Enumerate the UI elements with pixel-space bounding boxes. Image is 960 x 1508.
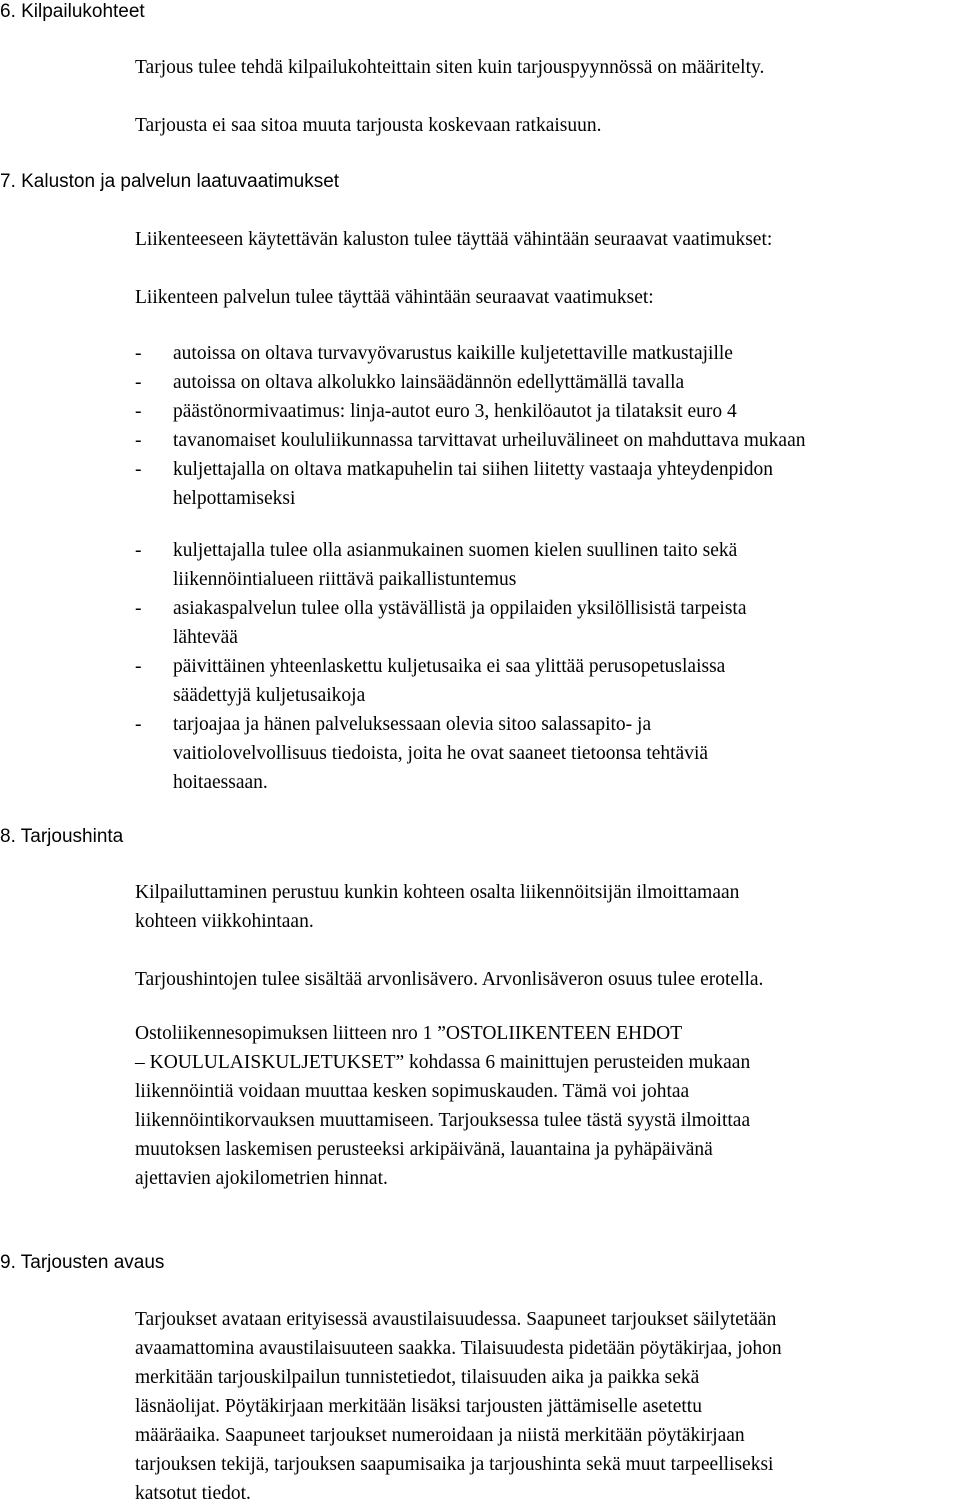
- list-item-line: autoissa on oltava alkolukko lainsäädännön edellyttämällä tavalla: [173, 372, 685, 393]
- list-item-line: kuljettajalla tulee olla asianmukainen suomen kielen suullinen taito sekä: [173, 540, 738, 561]
- list-item-line: päästönormivaatimus: linja-autot euro 3, henkilöautot ja tilataksit euro 4: [173, 401, 737, 422]
- section-8-paragraph-2: [135, 965, 763, 994]
- section-heading-9: 9. Tarjousten avaus: [0, 1252, 165, 1273]
- paragraph-line: tarjouksen tekijä, tarjouksen saapumisaika ja tarjoushinta sekä muut tarpeelliseksi: [135, 1454, 774, 1475]
- list-item-line: tavanomaiset koululiikunnassa tarvittavat urheiluvälineet on mahduttava mukaan: [173, 430, 806, 451]
- bullet-dash: -: [135, 343, 142, 364]
- bullet-dash: -: [135, 540, 142, 561]
- paragraph-line: Kilpailuttaminen perustuu kunkin kohteen osalta liikennöitsijän ilmoittamaan: [135, 882, 740, 903]
- bullet-dash: -: [135, 598, 142, 619]
- section-7-kalusto-intro: Liikenteeseen käytettävän kaluston tulee täyttää vähintään seuraavat vaatimukset:: [135, 229, 773, 250]
- section-6-paragraph-1: Tarjous tulee tehdä kilpailukohteittain siten kuin tarjouspyynnössä on määritelty.: [135, 57, 765, 78]
- palvelu-requirement-item: [135, 652, 805, 710]
- paragraph-line: Ostoliikennesopimuksen liitteen nro 1 ”OSTOLIIKENTEEN EHDOT: [135, 1023, 683, 1044]
- paragraph-line: liikennöintikorvauksen muuttamiseen. Tarjouksessa tulee tästä syystä ilmoittaa: [135, 1110, 751, 1131]
- list-item-line: hoitaessaan.: [173, 772, 268, 793]
- section-heading-6: 6. Kilpailukohteet: [0, 1, 145, 22]
- bullet-dash: -: [135, 372, 142, 393]
- list-item-line: lähtevää: [173, 627, 238, 648]
- palvelu-requirement-item: [135, 536, 805, 594]
- kalusto-requirement-item: [135, 426, 805, 455]
- section-9-paragraph-1: [135, 1305, 782, 1508]
- paragraph-line: avaamattomina avaustilaisuuteen saakka. Tilaisuudesta pidetään pöytäkirjaa, johon: [135, 1338, 782, 1359]
- list-item-line: kuljettajalla on oltava matkapuhelin tai siihen liitetty vastaaja yhteydenpidon: [173, 459, 773, 480]
- paragraph-line: läsnäolijat. Pöytäkirjaan merkitään lisäksi tarjousten jättämiselle asetettu: [135, 1396, 702, 1417]
- list-item-line: päivittäinen yhteenlaskettu kuljetusaika ei saa ylittää perusopetuslaissa: [173, 656, 726, 677]
- bullet-dash: -: [135, 459, 142, 480]
- list-item-line: autoissa on oltava turvavyövarustus kaikille kuljetettaville matkustajille: [173, 343, 733, 364]
- paragraph-line: liikennöintiä voidaan muuttaa kesken sopimuskauden. Tämä voi johtaa: [135, 1081, 690, 1102]
- section-heading-7: 7. Kaluston ja palvelun laatuvaatimukset: [0, 171, 340, 192]
- list-item-line: asiakaspalvelun tulee olla ystävällistä ja oppilaiden yksilöllisistä tarpeista: [173, 598, 747, 619]
- section-heading-8: 8. Tarjoushinta: [0, 826, 124, 847]
- list-item-line: liikennöintialueen riittävä paikallistuntemus: [173, 569, 517, 590]
- paragraph-line: katsotut tiedot.: [135, 1483, 251, 1504]
- section-7-palvelu-intro: Liikenteen palvelun tulee täyttää vähintään seuraavat vaatimukset:: [135, 287, 654, 308]
- list-item-line: tarjoajaa ja hänen palveluksessaan olevia sitoo salassapito- ja: [173, 714, 652, 735]
- kalusto-requirement-item: [135, 339, 805, 368]
- list-item-line: helpottamiseksi: [173, 488, 296, 509]
- paragraph-line: – KOULULAISKULJETUKSET” kohdassa 6 mainittujen perusteiden mukaan: [135, 1052, 751, 1073]
- kalusto-requirements-list: [135, 339, 805, 797]
- list-item-line: säädettyjä kuljetusaikoja: [173, 685, 366, 706]
- palvelu-requirement-item: [135, 594, 805, 652]
- palvelu-requirement-item: [135, 710, 805, 797]
- list-item-line: vaitiolovelvollisuus tiedoista, joita he ovat saaneet tietoonsa tehtäviä: [173, 743, 709, 764]
- paragraph-line: kohteen viikkohintaan.: [135, 911, 314, 932]
- paragraph-line: Tarjoushintojen tulee sisältää arvonlisävero. Arvonlisäveron osuus tulee erotella.: [135, 969, 764, 990]
- paragraph-line: Tarjoukset avataan erityisessä avaustilaisuudessa. Saapuneet tarjoukset säilytetään: [135, 1309, 777, 1330]
- kalusto-requirement-item: [135, 397, 805, 426]
- kalusto-requirement-item: [135, 368, 805, 397]
- bullet-dash: -: [135, 714, 142, 735]
- kalusto-requirement-item: [135, 455, 805, 513]
- section-8-paragraph-3: [135, 1019, 750, 1193]
- paragraph-line: merkitään tarjouskilpailun tunnistetiedot, tilaisuuden aika ja paikka sekä: [135, 1367, 700, 1388]
- paragraph-line: muutoksen laskemisen perusteeksi arkipäivänä, lauantaina ja pyhäpäivänä: [135, 1139, 713, 1160]
- paragraph-line: määräaika. Saapuneet tarjoukset numeroidaan ja niistä merkitään pöytäkirjaan: [135, 1425, 745, 1446]
- section-6-paragraph-2: Tarjousta ei saa sitoa muuta tarjousta koskevaan ratkaisuun.: [135, 115, 602, 136]
- bullet-dash: -: [135, 401, 142, 422]
- paragraph-line: ajettavien ajokilometrien hinnat.: [135, 1168, 388, 1189]
- bullet-dash: -: [135, 656, 142, 677]
- bullet-dash: -: [135, 430, 142, 451]
- section-8-paragraph-1: [135, 878, 739, 936]
